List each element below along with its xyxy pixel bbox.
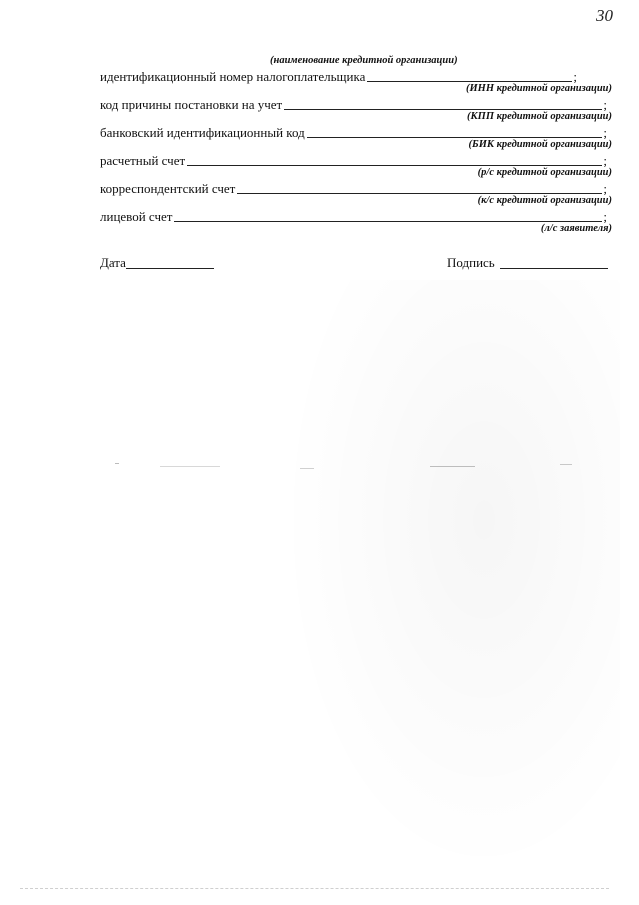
personal-account-field (100, 208, 607, 224)
signature-blank-line[interactable] (500, 268, 608, 269)
scan-speck (160, 466, 220, 467)
inn-blank-line[interactable] (367, 81, 572, 82)
bik-field (100, 124, 607, 140)
inn-label: идентификационный номер налогоплательщика (100, 69, 366, 84)
kpp-field (100, 96, 607, 112)
kpp-suffix: ; (603, 97, 607, 112)
bik-blank-line[interactable] (307, 137, 603, 138)
scan-speck (300, 468, 314, 469)
scan-edge-line (20, 888, 609, 889)
settlement-account-suffix: ; (603, 153, 607, 168)
signature-field (447, 255, 608, 271)
kpp-caption: (КПП кредитной организации) (467, 111, 612, 122)
correspondent-account-label: корреспондентский счет (100, 181, 236, 196)
settlement-account-caption: (р/с кредитной организации) (477, 167, 612, 178)
personal-account-blank-line[interactable] (174, 221, 602, 222)
correspondent-account-caption: (к/с кредитной организации) (477, 195, 612, 206)
settlement-account-field (100, 152, 607, 168)
inn-caption: (ИНН кредитной организации) (465, 83, 612, 94)
scan-shading (280, 280, 620, 880)
personal-account-caption: (л/с заявителя) (540, 223, 612, 234)
inn-field (100, 68, 607, 84)
bik-label: банковский идентификационный код (100, 125, 305, 140)
settlement-account-blank-line[interactable] (187, 165, 602, 166)
date-label: Дата (100, 255, 126, 270)
bik-suffix: ; (603, 125, 607, 140)
signature-label: Подпись (447, 255, 495, 270)
correspondent-account-field (100, 180, 607, 196)
kpp-label: код причины постановки на учет (100, 97, 283, 112)
personal-account-label: лицевой счет (100, 209, 173, 224)
settlement-account-label: расчетный счет (100, 153, 186, 168)
kpp-blank-line[interactable] (284, 109, 602, 110)
date-field (100, 255, 214, 271)
scan-speck (115, 463, 119, 464)
inn-suffix: ; (573, 69, 577, 84)
bank-name-caption: (наименование кредитной организации) (270, 55, 458, 66)
scan-speck (560, 464, 572, 465)
personal-account-suffix: ; (603, 209, 607, 224)
scan-speck (430, 466, 475, 467)
page-number: 30 (596, 6, 613, 25)
date-blank-line[interactable] (126, 268, 214, 269)
correspondent-account-blank-line[interactable] (237, 193, 602, 194)
correspondent-account-suffix: ; (603, 181, 607, 196)
bik-caption: (БИК кредитной организации) (468, 139, 612, 150)
